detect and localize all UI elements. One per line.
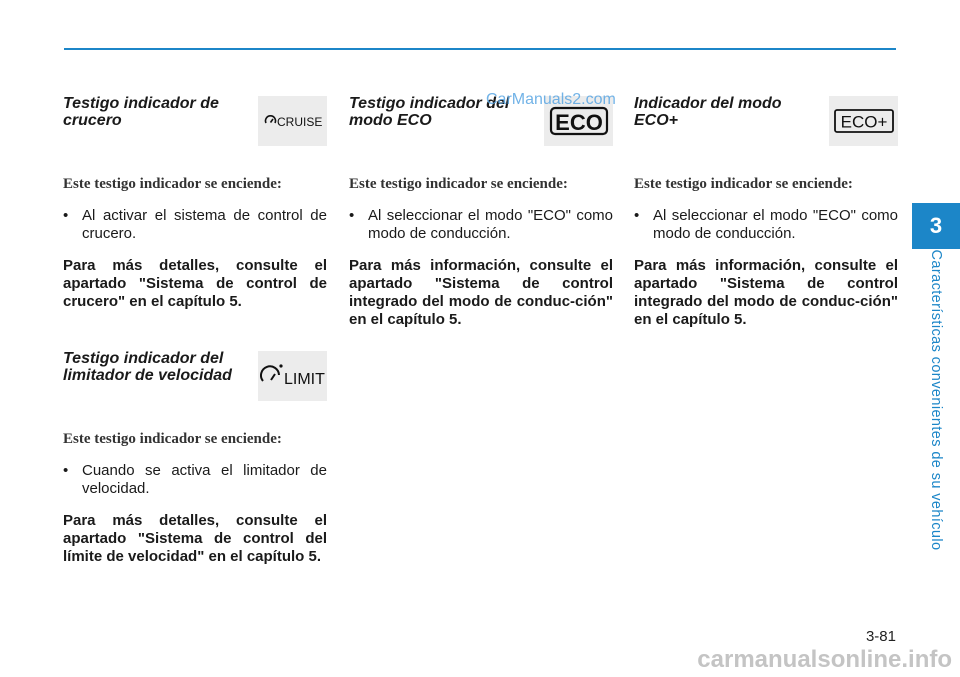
eco-plus-indicator-label: ECO+ bbox=[840, 112, 887, 132]
chapter-number: 3 bbox=[929, 213, 943, 238]
column-middle bbox=[349, 92, 613, 329]
page-number: 3-81 bbox=[865, 628, 896, 645]
speed-limiter-indicator-label: LIMIT bbox=[283, 371, 325, 388]
cruise-indicator-label: CRUISE bbox=[276, 115, 322, 129]
section-lead: Este testigo indicador se enciende: bbox=[634, 176, 853, 192]
column-left bbox=[63, 92, 327, 566]
section-note: Para más detalles, consulte el apartado "Sistema de control de crucero" en el capítulo 5. bbox=[63, 257, 327, 310]
eco-plus-indicator-icon bbox=[833, 108, 895, 134]
list-item bbox=[63, 207, 327, 243]
bullet-text: Al activar el sistema de control de crucero. bbox=[82, 207, 327, 242]
section-cruise bbox=[63, 92, 327, 311]
bullet-dot: • bbox=[634, 207, 640, 224]
section-lead: Este testigo indicador se enciende: bbox=[63, 176, 282, 192]
section-title: Indicador del modo ECO+ bbox=[634, 95, 782, 129]
eco-indicator-label: ECO bbox=[554, 110, 603, 135]
column-right bbox=[634, 92, 898, 329]
top-rule bbox=[64, 48, 896, 50]
speed-limiter-indicator bbox=[258, 351, 327, 401]
section-eco bbox=[349, 92, 613, 329]
list-item bbox=[634, 207, 898, 243]
section-lead: Este testigo indicador se enciende: bbox=[63, 431, 282, 447]
section-title: Testigo indicador del limitador de velocidad bbox=[63, 350, 232, 384]
bullet-text: Al seleccionar el modo "ECO" como modo de conducción. bbox=[368, 207, 613, 242]
section-header bbox=[63, 347, 327, 403]
bullet-text: Cuando se activa el limitador de velocidad. bbox=[82, 462, 327, 497]
chapter-title: Características convenientes de su vehículo bbox=[928, 249, 944, 551]
section-header bbox=[634, 92, 898, 148]
section-note: Para más detalles, consulte el apartado "Sistema de control del límite de velocidad" en el capítulo 5. bbox=[63, 512, 327, 565]
bullet-dot: • bbox=[349, 207, 355, 224]
footer-watermark: carmanualsonline.info bbox=[697, 646, 952, 673]
eco-plus-indicator bbox=[829, 96, 898, 146]
bullet-dot: • bbox=[63, 462, 69, 479]
section-header bbox=[63, 92, 327, 148]
section-eco-plus bbox=[634, 92, 898, 329]
cruise-indicator-icon bbox=[262, 111, 324, 131]
section-lead: Este testigo indicador se enciende: bbox=[349, 176, 568, 192]
list-item bbox=[349, 207, 613, 243]
bullet-dot: • bbox=[63, 207, 69, 224]
speed-limiter-indicator-icon bbox=[260, 361, 326, 391]
cruise-indicator bbox=[258, 96, 327, 146]
eco-indicator-icon bbox=[549, 106, 609, 136]
section-speed-limiter bbox=[63, 347, 327, 566]
section-note: Para más información, consulte el apartado "Sistema de control integrado del modo de conduc-ción" en el capítulo 5. bbox=[349, 257, 613, 328]
chapter-tab bbox=[912, 203, 960, 249]
section-note: Para más información, consulte el apartado "Sistema de control integrado del modo de conduc-ción" en el capítulo 5. bbox=[634, 257, 898, 328]
watermark: CarManuals2.com bbox=[486, 91, 616, 108]
list-item bbox=[63, 462, 327, 498]
bullet-text: Al seleccionar el modo "ECO" como modo de conducción. bbox=[653, 207, 898, 242]
section-title: Testigo indicador del modo ECO bbox=[349, 95, 510, 129]
section-title: Testigo indicador de crucero bbox=[63, 95, 219, 129]
